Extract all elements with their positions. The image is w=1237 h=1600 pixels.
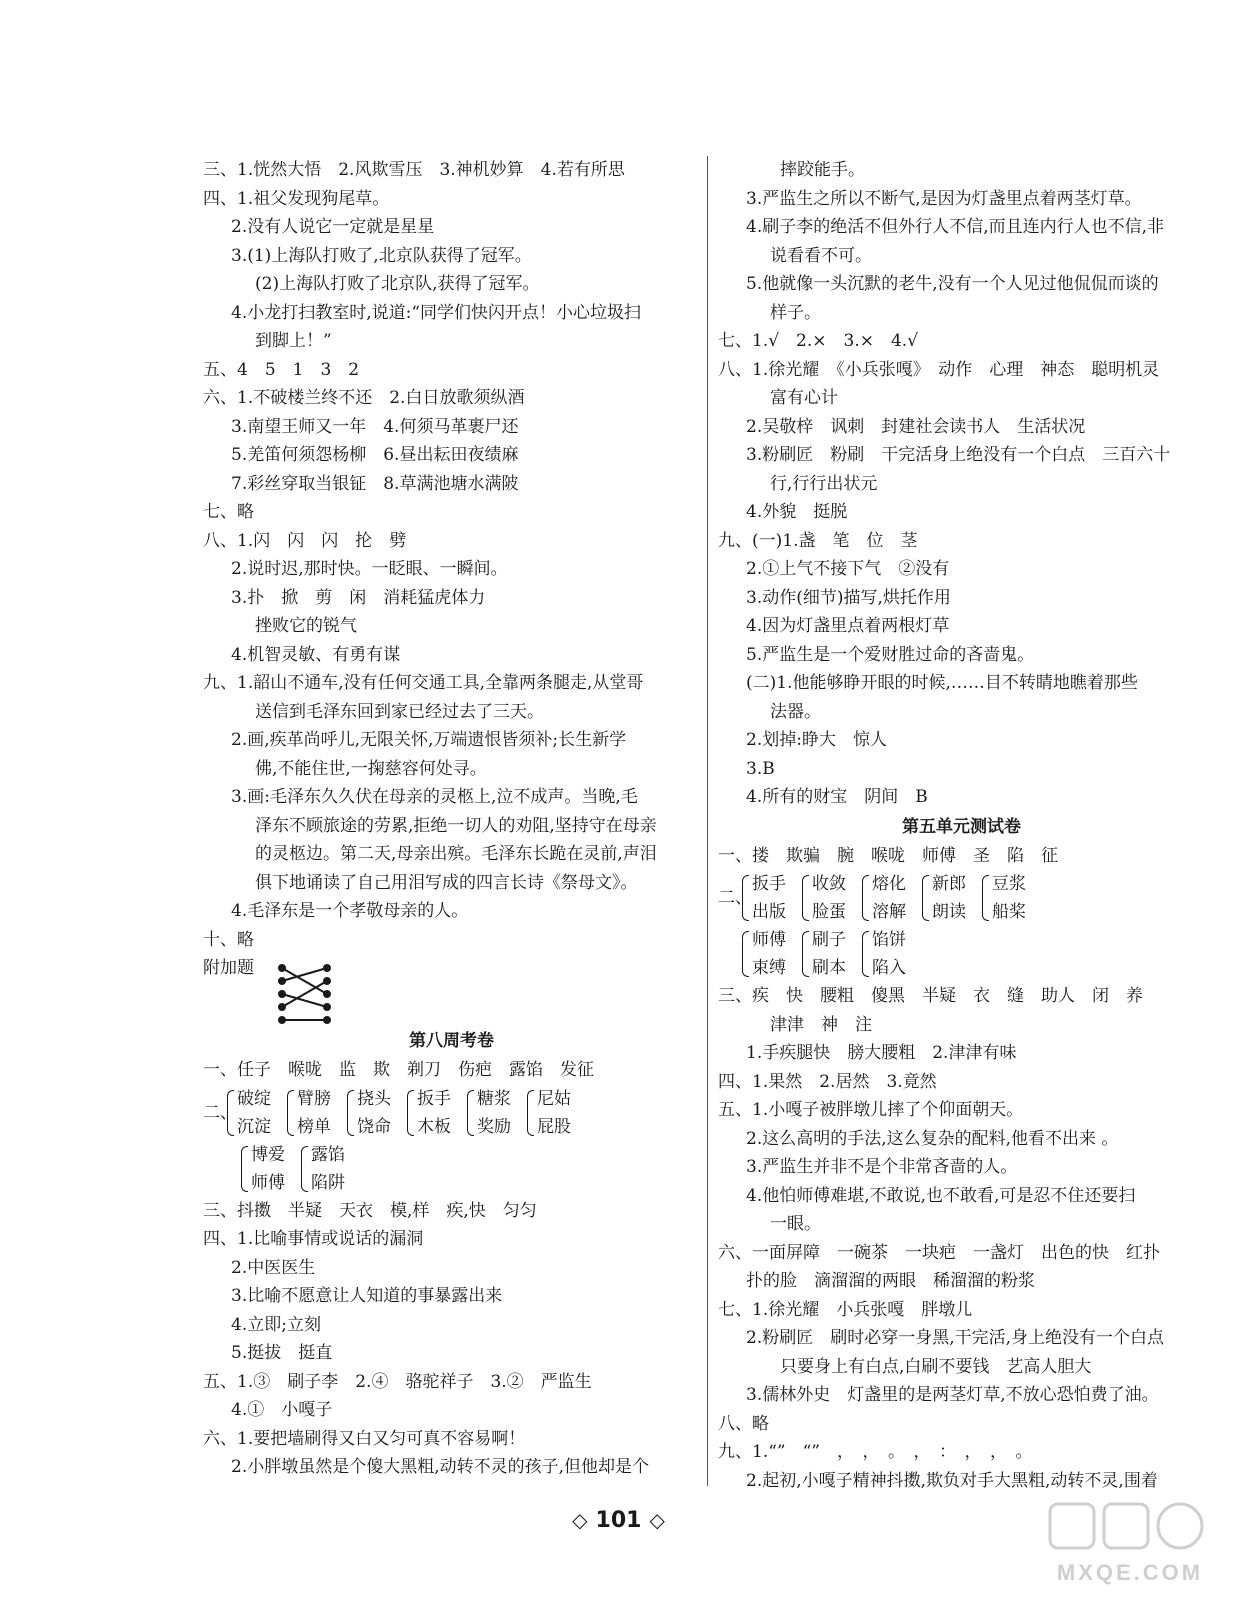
answer-line: 3.B — [746, 758, 775, 779]
bracket-row — [718, 926, 1205, 982]
answer-line: 五、4 5 1 3 2 — [203, 359, 360, 380]
answer-line: 2.划掉:睁大 惊人 — [746, 730, 887, 750]
answer-line: 只要身上有白点,白刷不要钱 艺高人胆大 — [780, 1356, 1092, 1377]
word: 榜单 — [297, 1116, 331, 1137]
answer-line: 4.小龙打扫教室时,说道:“同学们快闪开点！小心垃圾扫 — [231, 302, 642, 323]
answer-line: 3.南望王师又一年 4.何须马革裹尸还 — [231, 416, 519, 437]
word: 师傅 — [251, 1172, 285, 1193]
answer-line: 行,行行出状元 — [770, 473, 878, 494]
word: 船桨 — [992, 902, 1026, 922]
question-number: 二、 — [203, 1102, 237, 1123]
word: 收敛 — [812, 874, 846, 894]
answer-line: 4.他怕师傅难堪,不敢说,也不敢看,可是忍不住还要扫 — [746, 1185, 1136, 1206]
answer-line: 5.羌笛何须怨杨柳 6.昼出耘田夜绩麻 — [231, 445, 519, 465]
answer-line: 4.① 小嘎子 — [231, 1400, 333, 1420]
question-number: 二、 — [718, 888, 752, 908]
answer-line: 7.彩丝穿取当银钲 8.草满池塘水满陂 — [231, 473, 519, 494]
word: 木板 — [417, 1116, 451, 1137]
answer-line: 一、搂 欺骗 腕 喉咙 师傅 圣 陷 征 — [718, 845, 1058, 866]
answer-line: 俱下地诵读了自己用泪写成的四言长诗《祭母文》。 — [255, 872, 638, 893]
word: 奖励 — [477, 1116, 511, 1137]
word: 尼姑 — [537, 1088, 571, 1109]
word: 豆浆 — [992, 874, 1026, 894]
answer-line: 2.小胖墩虽然是个傻大黑粗,动转不灵的孩子,但他却是个 — [231, 1457, 650, 1477]
watermark-logo — [1040, 1498, 1220, 1592]
answer-line: 法器。 — [770, 701, 821, 722]
answer-line: 3.粉刷匠 粉刷 干完活身上绝没有一个白点 三百六十 — [746, 445, 1171, 465]
answer-line: 四、1.果然 2.居然 3.竟然 — [718, 1071, 937, 1092]
answer-line: 样子。 — [770, 302, 821, 323]
answer-line: 九、1.韶山不通车,没有任何交通工具,全靠两条腿走,从堂哥 — [203, 673, 644, 693]
answer-line: 八、1.闪 闪 闪 抡 劈 — [203, 530, 407, 551]
answer-line: 2.说时迟,那时快。一眨眼、一瞬间。 — [231, 559, 508, 579]
word: 露馅 — [311, 1144, 345, 1165]
answer-line: 扑的脸 滴溜溜的两眼 稀溜溜的粉浆 — [746, 1271, 1035, 1291]
answer-line: 七、1.徐光耀 小兵张嘎 胖墩儿 — [718, 1299, 973, 1320]
answer-line: 八、1.徐光耀 《小兵张嘎》 动作 心理 神态 聪明机灵 — [718, 359, 1160, 380]
word: 师傅 — [752, 930, 786, 950]
answer-line: 4.立即;立刻 — [231, 1314, 321, 1335]
bonus-question-label: 附加题 — [203, 958, 254, 978]
answer-line: 到脚上！” — [255, 331, 332, 351]
answer-line: 佛,不能住世,一掬慈容何处寻。 — [255, 758, 487, 779]
section-title: 第八周考卷 — [409, 1031, 494, 1051]
answer-line: (2)上海队打败了北京队,获得了冠军。 — [255, 274, 540, 294]
word: 溶解 — [872, 902, 906, 922]
answer-line: 3.严监生之所以不断气,是因为灯盏里点着两茎灯草。 — [746, 188, 1142, 209]
word: 馅饼 — [872, 930, 906, 950]
page-number-value: 101 — [595, 1508, 642, 1533]
bracket-groups — [203, 1085, 700, 1141]
answer-line: 2.粉刷匠 刷时必穿一身黑,干完活,身上绝没有一个白点 — [746, 1328, 1165, 1348]
matching-lines-figure — [277, 963, 335, 1025]
answer-line: 2.①上气不接下气 ②没有 — [746, 559, 950, 579]
answer-line: 2.没有人说它一定就是星星 — [231, 217, 435, 237]
answer-line: 3.严监生并非不是个非常吝啬的人。 — [746, 1157, 1018, 1177]
bracket-row — [227, 1085, 587, 1141]
answer-line: 十、略 — [203, 929, 254, 950]
answer-line: 八、略 — [718, 1413, 769, 1434]
answer-line: (二)1.他能够睁开眼的时候,……目不转睛地瞧着那些 — [746, 673, 1138, 693]
word: 屁股 — [537, 1116, 571, 1137]
answer-line: 2.起初,小嘎子精神抖擞,欺负对手大黑粗,动转不灵,围着 — [746, 1470, 1158, 1491]
answer-line: 2.吴敬梓 讽刺 封建社会读书人 生活状况 — [746, 416, 1086, 437]
answer-line: 七、略 — [203, 502, 254, 522]
answer-line: 5.挺拔 挺直 — [231, 1343, 333, 1363]
section-title: 第五单元测试卷 — [902, 816, 1021, 837]
answer-line: 4.因为灯盏里点着两根灯草 — [746, 616, 950, 636]
word: 朗读 — [932, 902, 966, 922]
word: 束缚 — [752, 958, 786, 978]
answer-line: 六、一面屏障 一碗茶 一块疤 一盏灯 出色的快 红扑 — [718, 1242, 1160, 1263]
answer-line: 3.比喻不愿意让人知道的事暴露出来 — [231, 1286, 503, 1306]
answer-line: 津津 神 注 — [770, 1014, 872, 1035]
right-column — [718, 156, 1205, 1495]
answer-line: 2.中医医生 — [231, 1257, 316, 1278]
word: 挠头 — [357, 1088, 391, 1109]
answer-line: 五、1.小嘎子被胖墩儿摔了个仰面朝天。 — [718, 1100, 1024, 1120]
word: 熔化 — [872, 874, 906, 894]
answer-line: 七、1.√ 2.× 3.× 4.√ — [718, 331, 919, 351]
answer-line: 挫败它的锐气 — [255, 616, 357, 636]
answer-line: 富有心计 — [770, 388, 838, 408]
word: 脸蛋 — [812, 902, 846, 922]
answer-line: 三、疾 快 腰粗 傻黑 半疑 衣 缝 助人 闭 养 — [718, 986, 1143, 1006]
word: 出版 — [752, 902, 786, 922]
answer-line: 4.外貌 挺脱 — [746, 502, 848, 522]
answer-line: 一眼。 — [770, 1214, 821, 1234]
word: 陷入 — [872, 958, 906, 978]
answer-line: 2.这么高明的手法,这么复杂的配料,他看不出来 。 — [746, 1128, 1119, 1149]
answer-line: 送信到毛泽东回到家已经过去了三天。 — [255, 701, 544, 722]
answer-line: 3.动作(细节)描写,烘托作用 — [746, 587, 951, 608]
word: 破绽 — [237, 1088, 271, 1109]
diamond-icon: ◇ — [649, 1508, 665, 1532]
answer-line: 1.手疾腿快 膀大腰粗 2.津津有味 — [746, 1043, 1017, 1063]
answer-line: 四、1.祖父发现狗尾草。 — [203, 188, 390, 209]
word: 扳手 — [752, 874, 786, 894]
word: 饶命 — [357, 1116, 391, 1137]
answer-line: 六、1.不破楼兰终不还 2.白日放歌须纵酒 — [203, 388, 525, 408]
answer-line: 3.画:毛泽东久久伏在母亲的灵柩上,泣不成声。当晚,毛 — [231, 787, 638, 807]
bracket-groups — [718, 870, 1205, 926]
answer-line: 4.机智灵敏、有勇有谋 — [231, 644, 401, 665]
answer-line: 九、1.“” “” ， ， 。 ， ： ， ， 。 — [718, 1442, 1033, 1462]
answer-line: 四、1.比喻事情或说话的漏洞 — [203, 1229, 424, 1249]
bracket-row — [203, 1141, 700, 1197]
word: 陷阱 — [311, 1172, 345, 1193]
column-divider — [707, 156, 708, 1486]
word: 沉淀 — [237, 1116, 271, 1137]
answer-line: 说看看不可。 — [770, 245, 872, 266]
answer-line: 4.刷子李的绝活不但外行人不信,而且连内行人也不信,非 — [746, 217, 1165, 237]
answer-line: 3.扑 掀 剪 闲 消耗猛虎体力 — [231, 587, 486, 608]
svg-text:MXQE.COM: MXQE.COM — [1056, 1560, 1204, 1585]
word: 臂膀 — [297, 1088, 331, 1109]
left-column — [203, 156, 700, 1482]
word: 新郎 — [932, 874, 966, 894]
answer-line: 3.(1)上海队打败了,北京队获得了冠军。 — [231, 245, 532, 266]
word: 糖浆 — [477, 1088, 511, 1109]
answer-line: 三、1.恍然大悟 2.风欺雪压 3.神机妙算 4.若有所思 — [203, 160, 625, 180]
answer-line: 5.他就像一头沉默的老牛,没有一个人见过他侃侃而谈的 — [746, 274, 1159, 294]
word: 刷子 — [812, 930, 846, 950]
answer-line: 摔跤能手。 — [780, 160, 865, 180]
answer-line: 泽东不顾旅途的劳累,拒绝一切人的劝阻,坚持守在母亲 — [255, 815, 657, 836]
answer-line: 4.所有的财宝 阴间 B — [746, 787, 928, 807]
answer-line: 5.严监生是一个爱财胜过命的吝啬鬼。 — [746, 644, 1035, 665]
answer-line: 3.儒林外史 灯盏里的是两茎灯草,不放心恐怕费了油。 — [746, 1385, 1159, 1405]
answer-line: 4.毛泽东是一个孝敬母亲的人。 — [231, 901, 469, 921]
answer-line: 三、抖擞 半疑 天衣 模,样 疾,快 匀匀 — [203, 1200, 537, 1221]
answer-line: 六、1.要把墙刷得又白又匀可真不容易啊！ — [203, 1428, 526, 1449]
word: 扳手 — [417, 1088, 451, 1109]
answer-line: 九、(一)1.盏 笔 位 茎 — [718, 530, 918, 551]
answer-line: 2.画,疾革尚呼儿,无限关怀,万端遗恨皆须补;长生新学 — [231, 730, 627, 750]
word: 博爱 — [251, 1144, 285, 1165]
answer-line: 五、1.③ 刷子李 2.④ 骆驼祥子 3.② 严监生 — [203, 1371, 592, 1392]
answer-line: 一、任子 喉咙 监 欺 剃刀 伤疤 露馅 发征 — [203, 1060, 594, 1080]
answer-line: 的灵柩边。第二天,母亲出殡。毛泽东长跪在灵前,声泪 — [255, 844, 657, 864]
word: 刷本 — [812, 958, 846, 978]
diamond-icon: ◇ — [572, 1508, 588, 1532]
bracket-row — [742, 870, 1042, 926]
